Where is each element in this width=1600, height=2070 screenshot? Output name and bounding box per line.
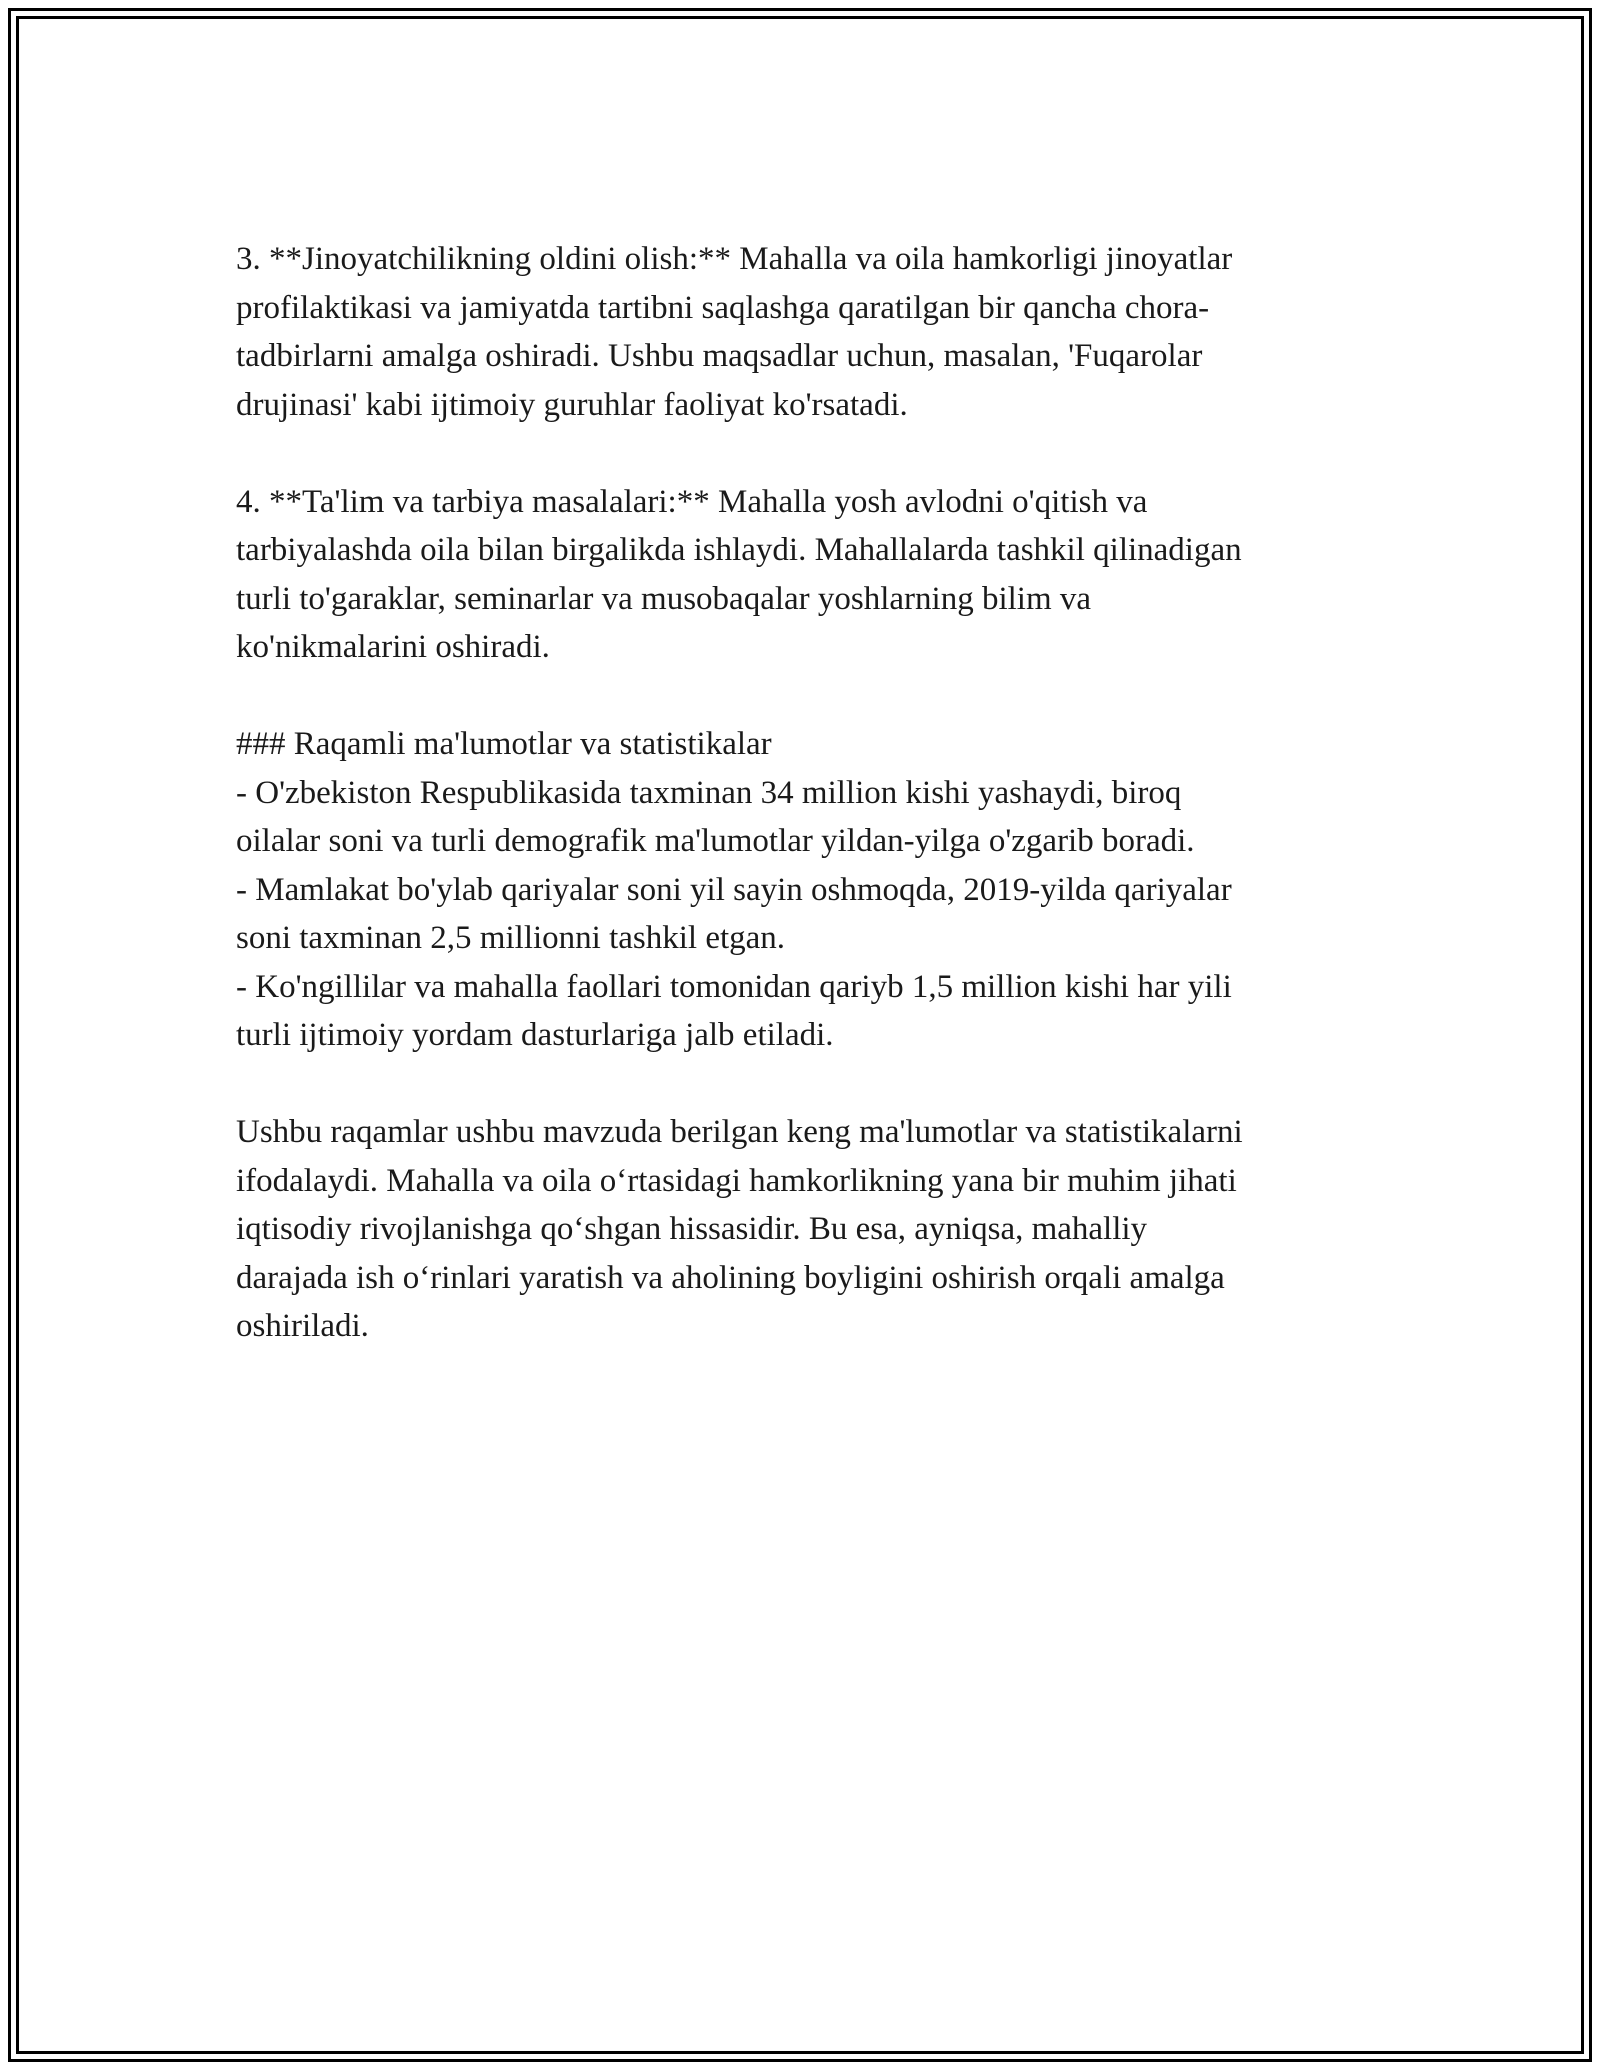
text-line: turli to'garaklar, seminarlar va musobaqalar yoshlarning bilim va: [236, 580, 1092, 617]
text-line: iqtisodiy rivojlanishga qoʻshgan hissasidir. Bu esa, ayniqsa, mahalliy: [236, 1211, 1148, 1247]
text-line: tarbiyalashda oila bilan birgalikda ishlaydi. Mahallalarda tashkil qilinadigan: [236, 532, 1242, 568]
paragraph-spacer: [236, 429, 1366, 478]
list-item-continuation: oilalar soni va turli demografik ma'lumotlar yildan-yilga o'zgarib boradi.: [236, 823, 1195, 859]
text-line: 3. **Jinoyatchilikning oldini olish:** Mahalla va oila hamkorligi jinoyatlar: [236, 241, 1233, 277]
text-line: oshiriladi.: [236, 1308, 369, 1344]
list-item-continuation: turli ijtimoiy yordam dasturlariga jalb etiladi.: [236, 1017, 834, 1053]
document-body: [236, 235, 1366, 1351]
section-heading: ### Raqamli ma'lumotlar va statistikalar: [236, 726, 772, 762]
text-line: tadbirlarni amalga oshiradi. Ushbu maqsadlar uchun, masalan, 'Fuqarolar: [236, 338, 1203, 374]
text-line: profilaktikasi va jamiyatda tartibni saqlashga qaratilgan bir qancha chora-: [236, 289, 1210, 326]
text-line: 4. **Ta'lim va tarbiya masalalari:** Mahalla yosh avlodni o'qitish va: [236, 483, 1148, 520]
list-item: - Ko'ngillilar va mahalla faollari tomonidan qariyb 1,5 million kishi har yili: [236, 968, 1232, 1005]
text-line: ifodalaydi. Mahalla va oila oʻrtasidagi hamkorlikning yana bir muhim jihati: [236, 1162, 1237, 1199]
text-line: darajada ish oʻrinlari yaratish va aholining boyligini oshirish orqali amalga: [236, 1259, 1225, 1296]
paragraph-conclusion: [236, 1108, 1366, 1351]
paragraph-education: [236, 478, 1366, 672]
section-statistics: [236, 720, 1366, 1060]
list-item-continuation: soni taxminan 2,5 millionni tashkil etgan.: [236, 920, 786, 956]
paragraph-crime-prevention: [236, 235, 1366, 429]
list-item: - O'zbekiston Respublikasida taxminan 34 million kishi yashaydi, biroq: [236, 774, 1182, 811]
text-line: ko'nikmalarini oshiradi.: [236, 629, 550, 665]
paragraph-spacer: [236, 1060, 1366, 1109]
paragraph-spacer: [236, 672, 1366, 721]
text-line: Ushbu raqamlar ushbu mavzuda berilgan keng ma'lumotlar va statistikalarni: [236, 1114, 1243, 1150]
text-line: drujinasi' kabi ijtimoiy guruhlar faoliyat ko'rsatadi.: [236, 386, 908, 423]
list-item: - Mamlakat bo'ylab qariyalar soni yil sayin oshmoqda, 2019-yilda qariyalar: [236, 871, 1232, 908]
